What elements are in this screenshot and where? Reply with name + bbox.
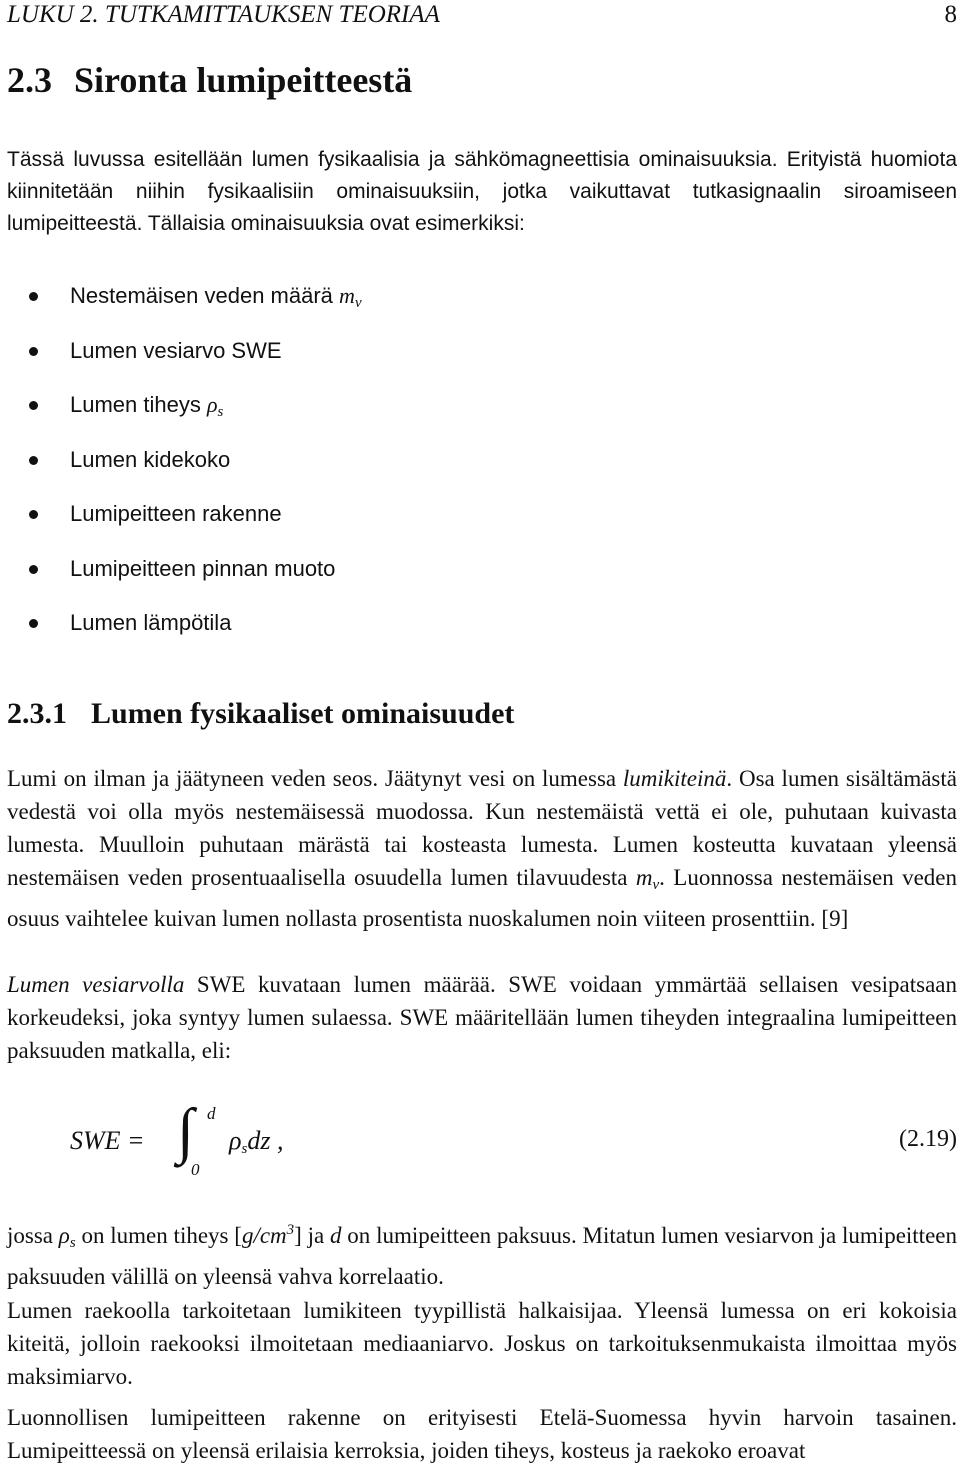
- integral-upper-limit: d: [207, 1104, 216, 1123]
- bullet-icon: [29, 619, 38, 628]
- unit-symbol: $g/cm^3$: [241, 1222, 295, 1248]
- list-item-text: Lumen tiheys: [70, 392, 201, 417]
- paragraph-snow-composition: Lumi on ilman ja jäätyneen veden seos. Jäätynyt vesi on lumessa lumikiteinä. Osa lumen sisältämästä vedestä voi olla myös nestemäisessä muodossa. Kun nestemäistä vettä ei ole, puhutaan kuivasta lumesta. Muulloin puhutaan märästä tai kosteasta lumesta. Lumen kosteutta kuvataan yleensä nestemäisen veden prosentuaalisella osuudella lumen tilavuudesta $m_v$. Luonnossa nestemäisen veden osuus vaihtelee kuivan lumen nollasta prosentista nuoskalumen noin viiteen prosenttiin. [9]: [7, 766, 957, 931]
- bullet-icon: [29, 456, 38, 465]
- equation-number: (2.19): [899, 1126, 957, 1152]
- subsection-title: Lumen fysikaaliset ominaisuudet: [91, 697, 515, 730]
- subsection-number: 2.3.1: [7, 697, 67, 730]
- running-head: [7, 0, 957, 34]
- math-symbol: $\rho_s$: [58, 1223, 76, 1251]
- list-item-text: Lumipeitteen rakenne: [70, 501, 282, 526]
- math-symbol: $\rho_s$: [206, 392, 224, 420]
- section-title: Sironta lumipeitteestä: [74, 60, 413, 100]
- section-number: 2.3: [7, 60, 52, 100]
- bullet-icon: [29, 401, 38, 410]
- italic-term: Lumen vesiarvolla: [7, 972, 185, 997]
- paragraph-grain-size: Lumen raekoolla tarkoitetaan lumikiteen tyypillistä halkaisijaa. Yleensä lumessa on eri kokoisia kiteitä, jolloin raekooksi ilmoitetaan mediaaniarvo. Joskus on tarkoituksenmukaista ilmoittaa myös maksimiarvo.: [7, 1298, 957, 1389]
- list-item: [7, 551, 362, 606]
- list-item: [7, 442, 362, 497]
- integral-sign: ∫: [177, 1097, 194, 1165]
- math-symbol: $m_v$: [635, 865, 660, 893]
- list-item-text: Nestemäisen veden määrä: [70, 283, 333, 308]
- list-item-text: Lumen lämpötila: [70, 610, 232, 635]
- math-symbol: $m_v$: [339, 283, 362, 311]
- equation-swe: [7, 1097, 957, 1180]
- property-list: [7, 278, 362, 660]
- intro-paragraph: Tässä luvussa esitellään lumen fysikaalisia ja sähkömagneettisia ominaisuuksia. Erityistä huomiota kiinnitetään niihin fysikaalisiin ominaisuuksiin, jotka vaikuttavat tutkasignaalin siroamiseen lumipeitteestä. Tällaisia ominaisuuksia ovat esimerkiksi:: [7, 148, 957, 235]
- list-item-text: Lumen vesiarvo SWE: [70, 337, 282, 363]
- page-number: 8: [944, 1, 957, 28]
- bullet-icon: [29, 347, 38, 356]
- paragraph-density: jossa $\rho_s$ on lumen tiheys $[g/cm^3]$ ja d on lumipeitteen paksuus. Mitatun lumen vesiarvon ja lumipeitteen paksuuden välillä on yleensä vahva korrelaatio.: [7, 1222, 957, 1289]
- list-item: [7, 496, 362, 551]
- list-item: [7, 278, 362, 333]
- integrand: $\rho_sdz$ ,: [229, 1126, 284, 1157]
- subsection-heading: [7, 694, 514, 734]
- equation-lhs: SWE =: [70, 1126, 145, 1155]
- list-item-text: Lumipeitteen pinnan muoto: [70, 555, 336, 581]
- bullet-icon: [29, 292, 38, 301]
- bullet-icon: [29, 510, 38, 519]
- italic-term: lumikiteinä: [622, 766, 727, 791]
- list-item-text: Lumen kidekoko: [70, 446, 231, 472]
- paragraph-swe: Lumen vesiarvolla SWE kuvataan lumen määrää. SWE voidaan ymmärtää sellaisen vesipatsaan korkeudeksi, joka syntyy lumen sulaessa. SWE määritellään lumen tiheyden integraalina lumipeitteen paksuuden matkalla, eli:: [7, 972, 957, 1063]
- list-item: [7, 333, 362, 388]
- bullet-icon: [29, 565, 38, 574]
- paragraph-structure: Luonnollisen lumipeitteen rakenne on erityisesti Etelä-Suomessa hyvin harvoin tasainen. Lumipeitteessä on yleensä erilaisia kerroksia, joiden tiheys, kosteus ja raekoko eroavat: [7, 1405, 957, 1463]
- math-symbol: d: [330, 1223, 342, 1248]
- chapter-running-title: LUKU 2. TUTKAMITTAUKSEN TEORIAA: [7, 1, 440, 28]
- list-item: [7, 605, 362, 660]
- section-heading: [7, 58, 412, 102]
- integral-lower-limit: 0: [191, 1160, 200, 1179]
- list-item: [7, 387, 362, 442]
